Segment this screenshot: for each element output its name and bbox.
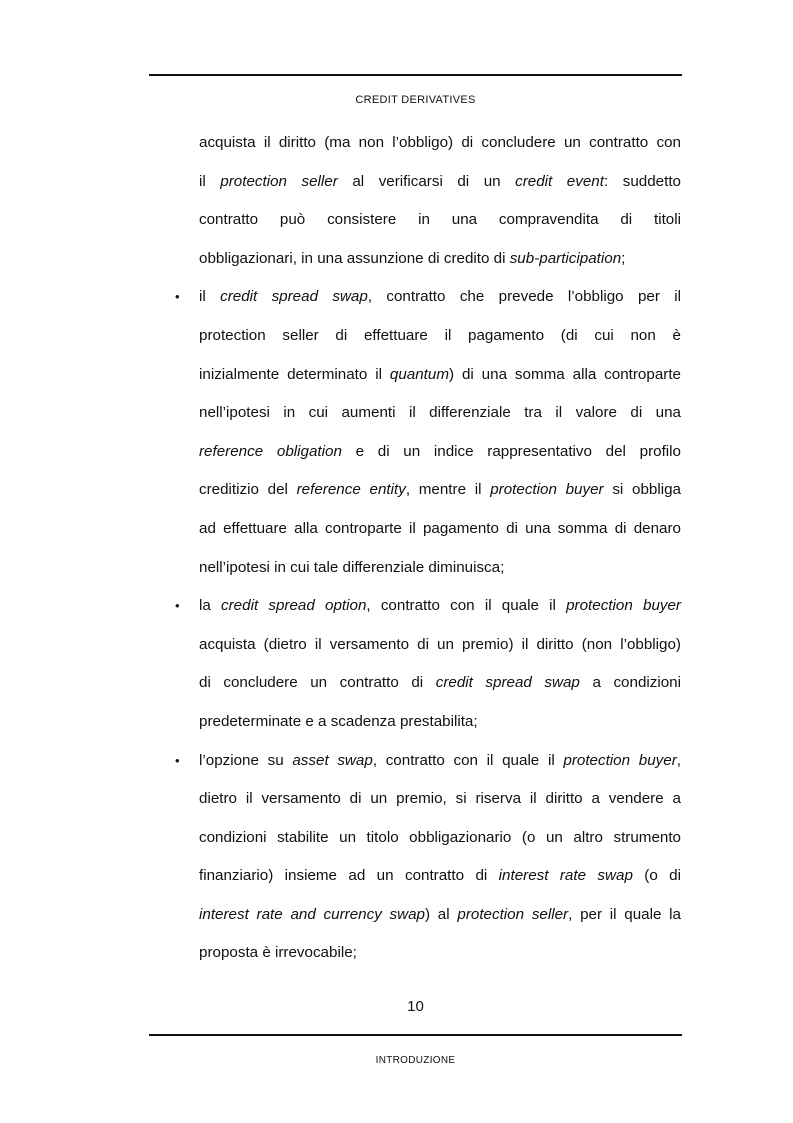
text-run: al verificarsi di un [337,172,516,190]
continuation-paragraph [199,124,681,278]
italic-term: credit spread swap [435,674,580,692]
text-line [175,742,681,781]
text-run: , contratto con il quale il [372,751,564,769]
bullet-icon: • [175,752,180,768]
text-line [199,240,681,279]
text-run: creditizio del [199,481,297,499]
text-line [199,201,681,240]
text-line [199,857,681,896]
text-line [199,471,681,510]
text-run: nell’ipotesi in cui aumenti il differenziale tra il valore di una [199,404,681,422]
bullet-icon: • [175,598,180,614]
text-run: a condizioni [579,674,681,692]
italic-term: credit event [515,172,604,190]
text-run: condizioni stabilite un titolo obbligazionario (o un altro strumento [199,828,681,846]
italic-term: protection buyer [490,481,604,499]
text-line [199,896,681,935]
text-line [175,278,681,317]
italic-term: protection buyer [563,751,677,769]
text-line [199,934,681,973]
text-line [199,317,681,356]
italic-term: credit spread swap [220,288,368,306]
text-run: acquista (dietro il versamento di un premio) il diritto (non l’obbligo) [199,635,681,653]
text-run: obbligazionari, in una assunzione di credito di [199,249,510,267]
text-run: , [676,751,681,769]
text-run: la [199,597,222,615]
running-header: CREDIT DERIVATIVES [355,94,476,106]
italic-term: protection buyer [566,597,681,615]
text-line [199,356,681,395]
running-footer: INTRODUZIONE [375,1055,456,1066]
text-run: e di un indice rappresentativo del profilo [341,442,681,460]
text-run: (o di [632,867,681,885]
text-line [199,124,681,163]
italic-term: interest rate and currency swap [199,905,425,923]
italic-term: interest rate swap [498,867,633,885]
italic-term: credit spread option [221,597,367,615]
text-run: , contratto che prevede l’obbligo per il [367,288,681,306]
text-run: di concludere un contratto di [199,674,436,692]
text-run: si obbliga [603,481,681,499]
bullet-icon: • [175,289,180,305]
text-line [175,587,681,626]
text-run: ) al [425,905,458,923]
bullet-item-credit-spread-swap [175,278,681,587]
italic-term: reference obligation [199,442,342,460]
text-run: il [199,172,221,190]
text-run: finanziario) insieme ad un contratto di [199,867,499,885]
text-run: ; [621,249,626,267]
body-text [175,124,682,973]
footer-rule [149,1034,682,1036]
text-run: nell’ipotesi in cui tale differenziale diminuisca; [199,558,505,576]
text-run: l’opzione su [199,751,293,769]
italic-term: quantum [389,365,449,383]
bullet-item-credit-spread-option [175,587,681,741]
text-run: : suddetto [603,172,681,190]
text-run: , contratto con il quale il [366,597,567,615]
header-rule [149,74,682,76]
text-run: ad effettuare alla controparte il pagamento di una somma di denaro [199,519,681,537]
text-line [199,433,681,472]
text-run: il [199,288,221,306]
text-line [199,626,681,665]
text-run: protection seller di effettuare il pagamento (di cui non è [199,326,681,344]
text-run: acquista il diritto (ma non l’obbligo) di concludere un contratto con [199,134,681,151]
text-line [199,163,681,202]
page-number: 10 [407,998,424,1015]
bullet-item-asset-swap-option [175,742,682,974]
text-run: ) di una somma alla controparte [448,365,681,383]
text-run: inizialmente determinato il [199,365,390,383]
text-run: dietro il versamento di un premio, si riserva il diritto a vendere a [199,790,681,808]
text-line [199,780,681,819]
italic-term: asset swap [292,751,373,769]
text-line [199,703,681,742]
text-line [199,510,681,549]
text-line [199,664,681,703]
text-run: contratto può consistere in una compravendita di titoli [199,211,681,229]
text-line [199,819,681,858]
text-run: , mentre il [405,481,491,499]
italic-term: protection seller [457,905,569,923]
text-run: predeterminate e a scadenza prestabilita; [199,712,478,730]
text-line [199,394,681,433]
italic-term: sub-participation [509,249,622,267]
text-run: , per il quale la [568,905,682,923]
italic-term: reference entity [296,481,406,499]
italic-term: protection seller [220,172,338,190]
text-line [199,549,681,588]
text-run: proposta è irrevocabile; [199,944,357,962]
